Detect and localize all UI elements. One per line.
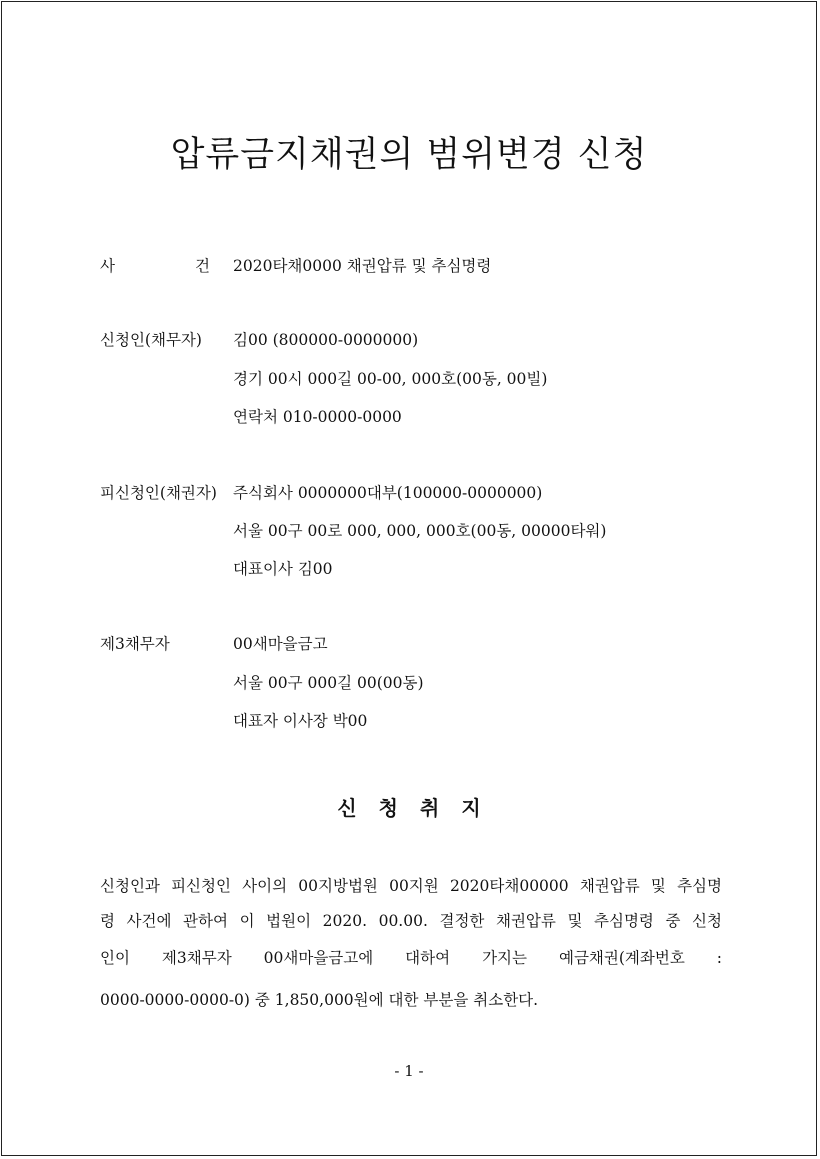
purpose-line-2: 령 사건에 관하여 이 법원이 2020. 00.00. 결정한 채권압류 및 추심명령 중 신청 xyxy=(100,912,722,930)
third-debtor-label: 제3채무자 xyxy=(100,635,170,653)
purpose-title: 신청취지 xyxy=(337,796,503,820)
third-debtor-representative: 대표자 이사장 박00 xyxy=(233,712,368,730)
third-debtor-address: 서울 00구 000길 00(00동) xyxy=(233,674,424,692)
applicant-contact: 연락처 010-0000-0000 xyxy=(233,408,402,426)
document-page xyxy=(1,1,817,1156)
document-title: 압류금지채권의 범위변경 신청 xyxy=(170,135,648,175)
applicant-label: 신청인(채무자) xyxy=(100,331,202,349)
case-label xyxy=(100,254,210,278)
respondent-label: 피신청인(채권자) xyxy=(100,484,217,502)
case-label-right: 건 xyxy=(195,257,210,275)
purpose-line-1: 신청인과 피신청인 사이의 00지방법원 00지원 2020타채00000 채권압류 및 추심명 xyxy=(100,877,722,895)
applicant-address: 경기 00시 000길 00-00, 000호(00동, 00빌) xyxy=(233,370,548,388)
case-value: 2020타채0000 채권압류 및 추심명령 xyxy=(233,257,492,275)
respondent-representative: 대표이사 김00 xyxy=(233,560,333,578)
purpose-line-4: 0000-0000-0000-0) 중 1,850,000원에 대한 부분을 취소한다. xyxy=(100,991,539,1009)
respondent-address: 서울 00구 00로 000, 000, 000호(00동, 00000타워) xyxy=(233,522,607,540)
applicant-name: 김00 (800000-0000000) xyxy=(233,331,419,349)
respondent-name: 주식회사 0000000대부(100000-0000000) xyxy=(233,484,543,502)
case-label-left: 사 xyxy=(100,257,115,275)
purpose-line-3: 인이 제3채무자 00새마을금고에 대하여 가지는 예금채권(계좌번호 : xyxy=(100,949,722,967)
page-number: - 1 - xyxy=(394,1062,424,1080)
third-debtor-name: 00새마을금고 xyxy=(233,635,328,653)
